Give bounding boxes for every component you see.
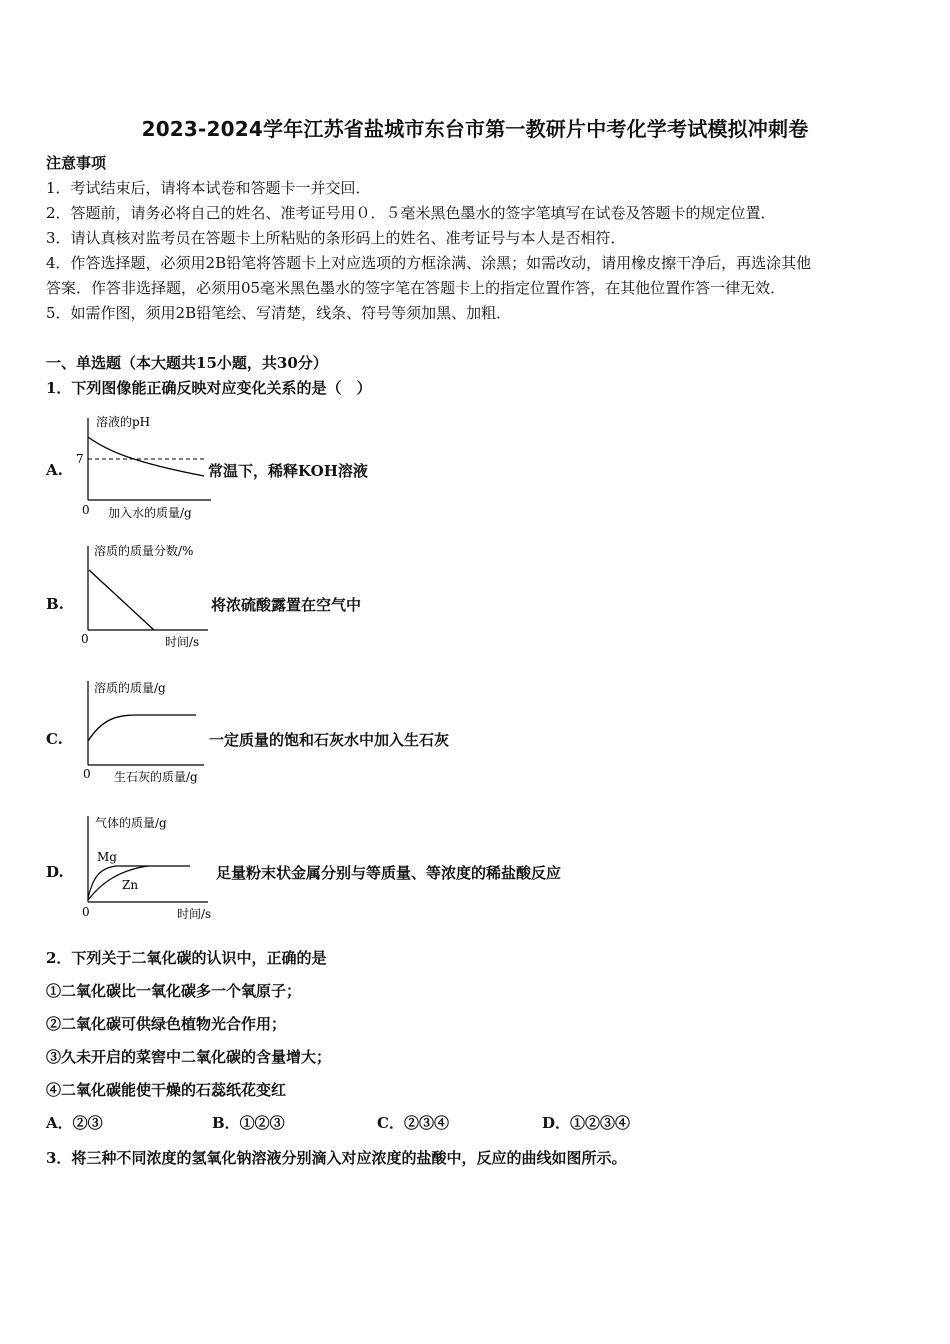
zn-label: Zn: [122, 878, 139, 892]
y-axis-label: 溶质的质量/g: [94, 681, 166, 695]
mg-label: Mg: [97, 850, 117, 864]
notice-heading: 注意事项: [46, 154, 107, 172]
x-axis-label: 时间/s: [165, 635, 200, 649]
notice-item: 1．考试结束后，请将本试卷和答题卡一并交回．: [46, 179, 371, 197]
notice-item: 3．请认真核对监考员在答题卡上所粘贴的条形码上的姓名、准考证号与本人是否相符．: [46, 229, 626, 247]
origin-label: 0: [82, 905, 90, 919]
y-axis-label: 溶质的质量分数/%: [94, 544, 194, 558]
option-b-letter: B.: [46, 595, 64, 613]
origin-label: 0: [82, 503, 90, 517]
question-2-choice-a: A．②③: [46, 1114, 103, 1132]
notice-item: 4．作答选择题，必须用2B铅笔将答题卡上对应选项的方框涂满、涂黑；如需改动，请用橡皮擦干净后，再选涂其他: [46, 254, 812, 272]
question-2-stem: 2．下列关于二氧化碳的认识中，正确的是: [46, 949, 327, 967]
option-c-letter: C.: [46, 730, 63, 748]
question-2-statement: ①二氧化碳比一氧化碳多一个氧原子；: [46, 982, 302, 1000]
option-a-graph: [76, 410, 216, 525]
mass-curve: [88, 715, 196, 741]
section-heading: 一、单选题（本大题共15小题，共30分）: [46, 354, 328, 372]
option-c-graph: [76, 675, 216, 790]
mg-curve: [88, 866, 190, 898]
origin-label: 0: [81, 632, 89, 646]
y-axis-label: 溶液的pH: [96, 415, 151, 429]
question-2-statement: ③久未开启的菜窖中二氧化碳的含量增大；: [46, 1048, 332, 1066]
fraction-line: [89, 570, 154, 630]
option-d-text: 足量粉末状金属分别与等质量、等浓度的稀盐酸反应: [216, 864, 562, 882]
option-d-graph: [76, 810, 226, 925]
mark-label: 7: [76, 452, 84, 466]
option-b-text: 将浓硫酸露置在空气中: [211, 596, 362, 614]
zn-curve: [88, 866, 148, 900]
x-axis-label: 时间/s: [177, 907, 212, 921]
x-axis-label: 加入水的质量/g: [108, 506, 192, 520]
question-2-choice-c: C．②③④: [377, 1114, 449, 1132]
option-b-graph: [76, 540, 216, 655]
question-2-choice-d: D．①②③④: [542, 1114, 631, 1132]
x-axis-label: 生石灰的质量/g: [114, 770, 198, 784]
question-1-stem: 1．下列图像能正确反映对应变化关系的是（ ）: [46, 379, 372, 397]
page-title: 2023-2024学年江苏省盐城市东台市第一教研片中考化学考试模拟冲刺卷: [141, 117, 809, 141]
notice-item: 2．答题前，请务必将自己的姓名、准考证号用０．５毫米黑色墨水的签字笔填写在试卷及答题卡的规定位置．: [46, 204, 776, 222]
option-a-letter: A.: [46, 461, 63, 479]
question-2-statement: ②二氧化碳可供绿色植物光合作用；: [46, 1015, 287, 1033]
question-2-statement: ④二氧化碳能使干燥的石蕊纸花变红: [46, 1081, 287, 1099]
option-c-text: 一定质量的饱和石灰水中加入生石灰: [209, 731, 450, 749]
notice-item: 答案．作答非选择题，必须用05毫米黑色墨水的签字笔在答题卡上的指定位置作答，在其他位置作答一律无效．: [46, 279, 786, 297]
ph-curve: [88, 437, 204, 476]
option-d-letter: D.: [46, 863, 64, 881]
notice-item: 5．如需作图，须用2B铅笔绘、写清楚，线条、符号等须加黑、加粗．: [46, 304, 512, 322]
question-2-choice-b: B．①②③: [212, 1114, 285, 1132]
question-3-stem: 3．将三种不同浓度的氢氧化钠溶液分别滴入对应浓度的盐酸中，反应的曲线如图所示。: [46, 1149, 627, 1167]
option-a-text: 常温下，稀释KOH溶液: [208, 462, 368, 480]
y-axis-label: 气体的质量/g: [95, 816, 167, 830]
origin-label: 0: [83, 767, 91, 781]
